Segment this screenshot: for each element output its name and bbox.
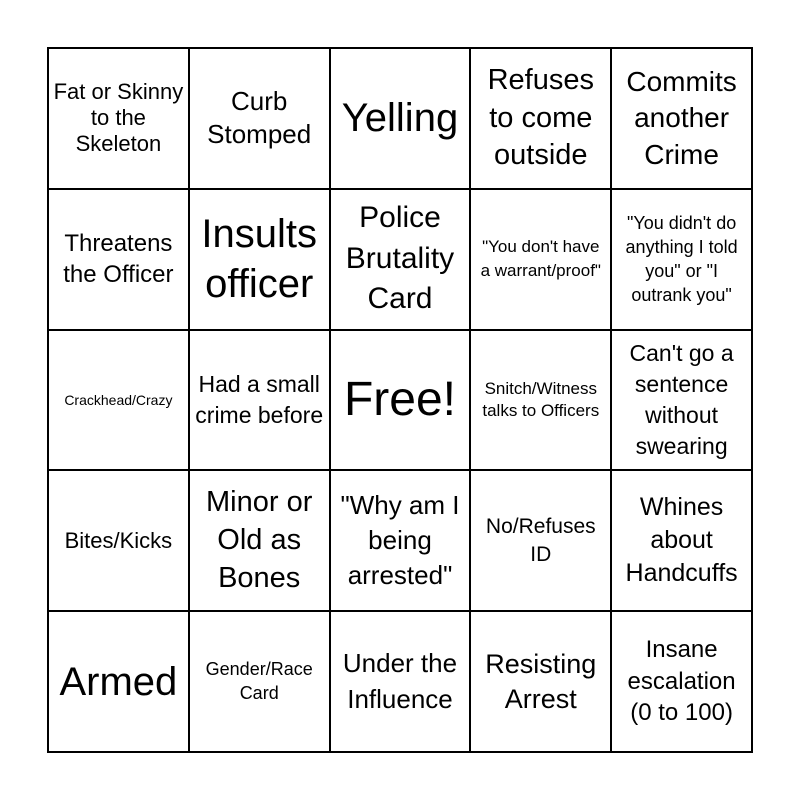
cell-label: Fat or Skinny to the Skeleton [53,79,184,157]
cell-label: No/Refuses ID [485,515,596,566]
bingo-cell-resisting-arrest[interactable] [471,612,612,753]
bingo-cell-gender-race-card[interactable] [190,612,331,753]
bingo-cell-refuses-id[interactable] [471,471,612,612]
cell-label: Bites/Kicks [64,527,173,553]
cell-label: "You didn't do anything I told you" or "I outrank you" [625,212,738,306]
bingo-cell-refuses-to-come-outside[interactable] [471,49,612,190]
bingo-cell-no-warrant[interactable] [471,190,612,331]
cell-label: "You don't have a warrant/proof" [480,237,601,281]
cell-label: Police Brutality Card [345,201,455,316]
cell-label: Whines about Handcuffs [625,493,738,588]
bingo-cell-snitch-witness[interactable] [471,331,612,472]
cell-label: Insane escalation (0 to 100) [627,636,736,727]
cell-label: Insults officer [201,212,317,307]
bingo-cell-crackhead-crazy[interactable] [49,331,190,472]
cell-label: Snitch/Witness talks to Officers [482,378,600,420]
bingo-cell-under-the-influence[interactable] [331,612,472,753]
bingo-cell-cant-go-without-swearing[interactable] [612,331,753,472]
bingo-cell-police-brutality-card[interactable] [331,190,472,331]
cell-label: Refuses to come outside [487,63,594,172]
cell-label: Minor or Old as Bones [206,486,313,594]
cell-label: Threatens the Officer [63,230,174,289]
bingo-cell-free[interactable] [331,331,472,472]
bingo-cell-didnt-do-anything[interactable] [612,190,753,331]
bingo-cell-commits-another-crime[interactable] [612,49,753,190]
bingo-cell-insults-officer[interactable] [190,190,331,331]
cell-label: Commits another Crime [626,65,737,170]
bingo-cell-threatens-officer[interactable] [49,190,190,331]
cell-label: Armed [59,659,178,704]
cell-label: Had a small crime before [195,370,324,428]
cell-label: Crackhead/Crazy [64,391,173,408]
bingo-cell-small-crime-before[interactable] [190,331,331,472]
cell-label: Yelling [341,95,459,140]
bingo-cell-fat-or-skinny[interactable] [49,49,190,190]
bingo-cell-minor-or-old[interactable] [190,471,331,612]
bingo-cell-armed[interactable] [49,612,190,753]
cell-label: Free! [343,372,456,426]
cell-label: "Why am I being arrested" [340,490,460,591]
bingo-cell-curb-stomped[interactable] [190,49,331,190]
bingo-cell-whines-handcuffs[interactable] [612,471,753,612]
cell-label: Under the Influence [342,647,458,714]
cell-label: Gender/Race Card [205,659,313,703]
bingo-cell-yelling[interactable] [331,49,472,190]
bingo-board [47,47,753,753]
bingo-cell-bites-kicks[interactable] [49,471,190,612]
cell-label: Can't go a sentence without swearing [629,339,734,460]
bingo-cell-why-am-i-arrested[interactable] [331,471,472,612]
cell-label: Curb Stomped [207,86,312,150]
cell-label: Resisting Arrest [485,648,597,714]
bingo-cell-insane-escalation[interactable] [612,612,753,753]
